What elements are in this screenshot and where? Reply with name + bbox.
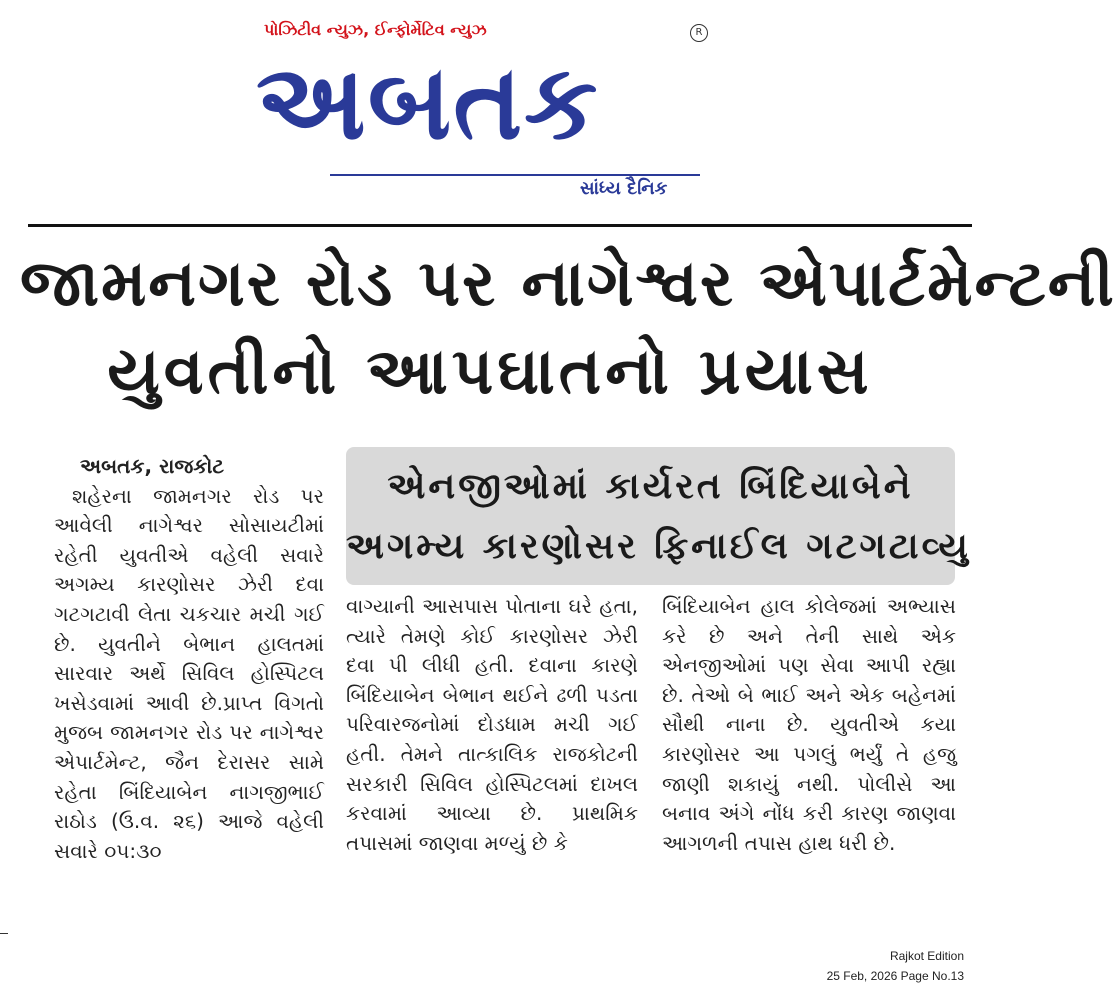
logo-underline bbox=[330, 174, 700, 176]
article-column-2: વાગ્યાની આસપાસ પોતાના ઘરે હતા, ત્યારે તેમણે કોઈ કારણોસર ઝેરી દવા પી લીધી હતી. દવાના કારણે બિંદિયાબેન બેભાન થઈને ઢળી પડતા પરિવારજનોમાં દોડધામ મચી ગઈ હતી. તેમને તાત્કાલિક રાજકોટની સરકારી સિવિલ હોસ્પિટલમાં દાખલ કરવામાં આવ્યા છે. પ્રાથમિક તપાસમાં જાણવા મળ્યું છે કે bbox=[346, 594, 638, 855]
headline-line-1: જામનગર રોડ પર નાગેશ્વર એપાર્ટમેન્ટની bbox=[20, 247, 1116, 321]
article-column-1 bbox=[54, 452, 324, 866]
newspaper-logo: અબતક bbox=[256, 41, 600, 163]
registered-mark: R bbox=[690, 24, 708, 42]
masthead-subtitle: સાંધ્ય દૈનિક bbox=[580, 178, 668, 199]
page-footer bbox=[764, 946, 964, 986]
page-crop-mark bbox=[0, 933, 8, 934]
subheadline-line-2: અગમ્ય કારણોસર ફિનાઈલ ગટગટાવ્યુ bbox=[346, 526, 971, 567]
article-headline bbox=[20, 240, 1116, 416]
article-dateline: અબતક, રાજકોટ bbox=[80, 454, 225, 478]
date-page-label: 25 Feb, 2026 Page No.13 bbox=[826, 969, 964, 983]
subheadline-line-1: એનજીઓમાં કાર્યરત બિંદિયાબેને bbox=[387, 466, 914, 507]
article-subheadline bbox=[346, 447, 971, 585]
masthead bbox=[250, 14, 720, 204]
masthead-divider bbox=[28, 224, 972, 227]
edition-label: Rajkot Edition bbox=[889, 949, 964, 963]
headline-line-2: યુવતીનો આપઘાતનો પ્રયાસ bbox=[107, 335, 873, 409]
article-text-column-1: શહેરના જામનગર રોડ પર આવેલી નાગેશ્વર સોસાયટીમાં રહેતી યુવતીએ વહેલી સવારે અગમ્ય કારણોસર ઝેરી દવા ગટગટાવી લેતા ચકચાર મચી ગઈ છે. યુવતીને બેભાન હાલતમાં સારવાર અર્થે સિવિલ હોસ્પિટલ ખસેડવામાં આવી છે.પ્રાપ્ત વિગતો મુજબ જામનગર રોડ પર નાગેશ્વર એપાર્ટમેન્ટ, જૈન દેરાસર સામે રહેતા બિંદિયાબેન નાગજીભાઈ રાઠોડ (ઉ.વ. ૨૬) આજે વહેલી સવારે ૦૫:૩૦ bbox=[54, 483, 324, 863]
masthead-tagline: પોઝિટીવ ન્યુઝ, ઈન્ફોર્મેટિવ ન્યુઝ bbox=[264, 20, 487, 39]
article-column-3: બિંદિયાબેન હાલ કોલેજમાં અભ્યાસ કરે છે અને તેની સાથે એક એનજીઓમાં પણ સેવા આપી રહ્યા છે. તેઓ બે ભાઈ અને એક બહેનમાં સૌથી નાના છે. યુવતીએ કયા કારણોસર આ પગલું ભર્યું તે હજુ જાણી શકાયું નથી. પોલીસે આ બનાવ અંગે નોંધ કરી કારણ જાણવા આગળની તપાસ હાથ ધરી છે. bbox=[662, 594, 956, 855]
